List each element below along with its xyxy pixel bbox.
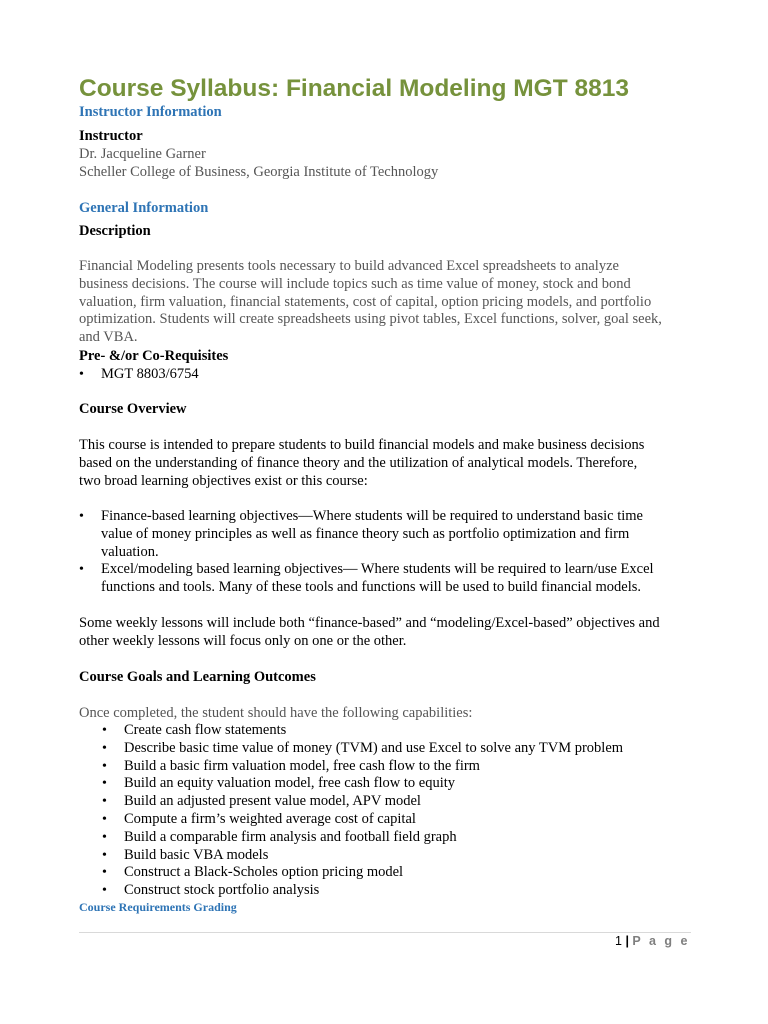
list-item: • Build a basic firm valuation model, free cash flow to the firm	[102, 757, 480, 774]
bullet-icon: •	[102, 776, 107, 792]
bullet-icon: •	[102, 758, 107, 774]
course-goals-heading: Course Goals and Learning Outcomes	[79, 669, 316, 685]
description-line: and VBA.	[79, 329, 138, 346]
overview-line: two broad learning objectives exist or this course:	[79, 472, 368, 489]
prereq-label: Pre- &/or Co-Requisites	[79, 348, 229, 364]
bullet-icon: •	[102, 847, 107, 863]
prereq-item: • MGT 8803/6754	[79, 366, 199, 382]
bullet-icon: •	[79, 562, 84, 577]
list-item: • Build a comparable firm analysis and football field graph	[102, 828, 457, 845]
bullet-icon: •	[102, 740, 107, 756]
course-overview-heading: Course Overview	[79, 401, 187, 417]
footer-separator: |	[625, 934, 629, 948]
page-title: Course Syllabus: Financial Modeling MGT 8813	[79, 75, 630, 102]
list-item: • Compute a firm’s weighted average cost of capital	[102, 810, 416, 827]
instructor-label: Instructor	[79, 128, 143, 144]
bullet-icon: •	[102, 865, 107, 881]
overview-line: based on the understanding of finance theory and the utilization of analytical models. Therefore,	[79, 454, 638, 471]
objective-item: • Finance-based learning objectives—Where students will be required to understand basic time value of money principles as well as finance theory such as portfolio optimization and firm valuation.	[79, 508, 643, 560]
description-label: Description	[79, 223, 151, 239]
description-line: valuation, firm valuation, financial statements, cost of capital, option pricing models, and portfolio	[79, 293, 652, 310]
bullet-icon: •	[102, 811, 107, 827]
page-number: 1	[615, 934, 622, 948]
overview-line: Some weekly lessons will include both “finance-based” and “modeling/Excel-based” objectives and	[79, 615, 660, 631]
goals-intro: Once completed, the student should have the following capabilities:	[79, 705, 473, 721]
list-item: • Create cash flow statements	[102, 722, 287, 738]
list-item: • Build an equity valuation model, free cash flow to equity	[102, 775, 456, 792]
instructor-name: Dr. Jacqueline Garner	[79, 146, 206, 162]
bullet-icon: •	[102, 883, 107, 899]
overview-line: This course is intended to prepare students to build financial models and make business decisions	[79, 437, 645, 453]
list-item: • Build an adjusted present value model, APV model	[102, 793, 421, 810]
list-item: • Construct stock portfolio analysis	[102, 882, 320, 899]
description-line: Financial Modeling presents tools necessary to build advanced Excel spreadsheets to analyze	[79, 258, 619, 274]
description-line: business decisions. The course will include topics such as time value of money, stock and bond	[79, 275, 631, 292]
bullet-icon: •	[79, 509, 84, 524]
page-word: P a g e	[632, 934, 690, 948]
bullet-icon: •	[79, 367, 84, 382]
description-text	[79, 258, 691, 347]
course-requirements-heading: Course Requirements Grading	[79, 900, 237, 914]
description-line: optimization. Students will create spreadsheets using pivot tables, Excel functions, solver, goal seek,	[79, 311, 662, 328]
general-info-heading: General Information	[79, 200, 209, 216]
bullet-icon: •	[102, 829, 107, 845]
list-item: • Describe basic time value of money (TVM) and use Excel to solve any TVM problem	[102, 739, 624, 756]
instructor-affiliation: Scheller College of Business, Georgia Institute of Technology	[79, 164, 439, 180]
objective-item: • Excel/modeling based learning objectives— Where students will be required to learn/use Excel functions and tools. Many of these tools and functions will be used to build financial models.	[79, 561, 654, 595]
bullet-icon: •	[102, 723, 107, 738]
list-item: • Build basic VBA models	[102, 846, 269, 863]
overview-line: other weekly lessons will focus only on one or the other.	[79, 632, 407, 649]
overview-closing	[79, 615, 691, 651]
bullet-icon: •	[102, 794, 107, 810]
overview-intro	[79, 437, 691, 490]
footer-divider	[79, 932, 691, 933]
page-footer	[615, 934, 690, 948]
instructor-info-heading: Instructor Information	[79, 104, 222, 120]
list-item: • Construct a Black-Scholes option pricing model	[102, 864, 404, 881]
goals-list	[102, 722, 691, 900]
